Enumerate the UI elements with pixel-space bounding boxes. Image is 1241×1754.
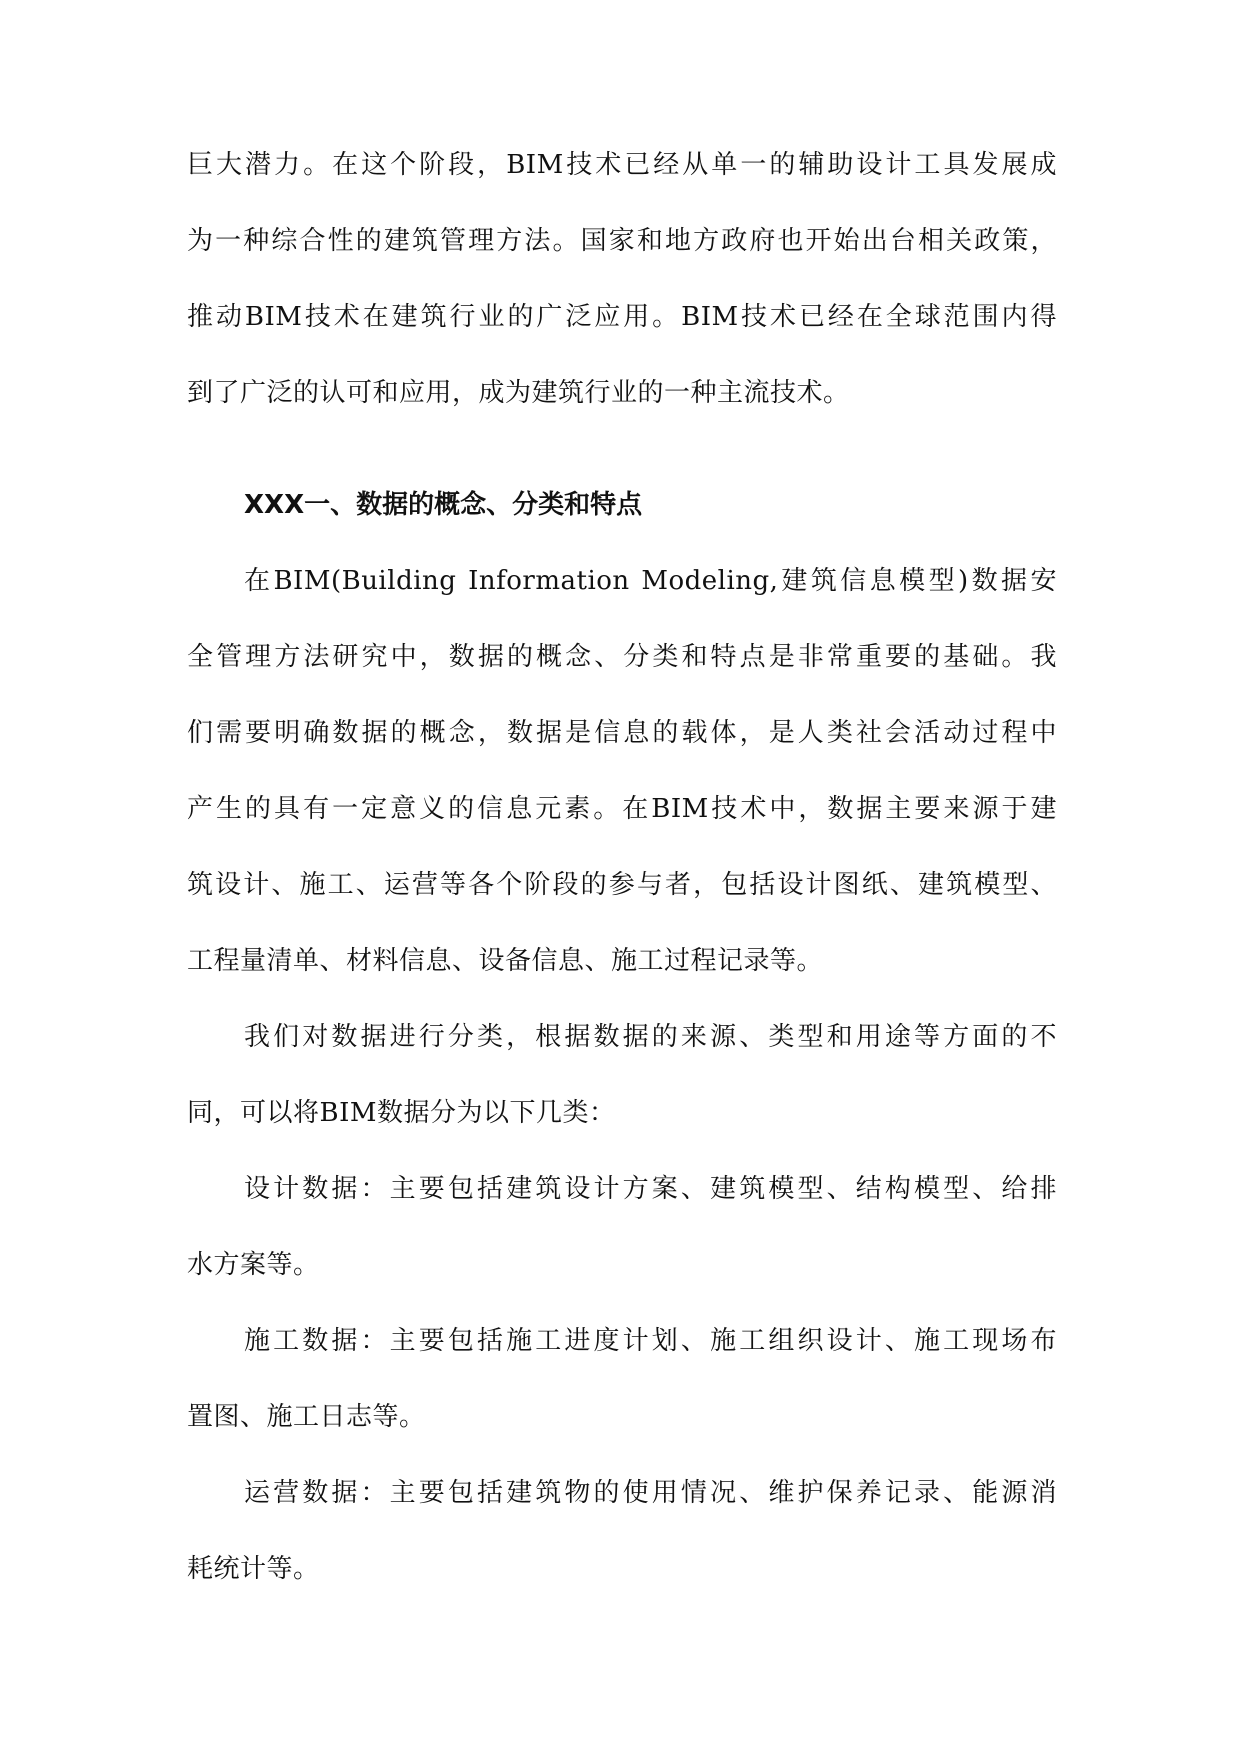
text-line: 推动BIM技术在建筑行业的广泛应用。BIM技术已经在全球范围内得	[187, 302, 1057, 332]
text-line: 我们对数据进行分类，根据数据的来源、类型和用途等方面的不	[244, 1022, 1057, 1052]
text-line: 设计数据：主要包括建筑设计方案、建筑模型、结构模型、给排	[244, 1174, 1057, 1204]
section-heading: XXX一、数据的概念、分类和特点	[244, 490, 643, 520]
text-line: 到了广泛的认可和应用，成为建筑行业的一种主流技术。	[187, 378, 850, 408]
text-line: 巨大潜力。在这个阶段，BIM技术已经从单一的辅助设计工具发展成	[187, 150, 1057, 180]
text-line: 水方案等。	[187, 1250, 320, 1280]
text-line: 全管理方法研究中，数据的概念、分类和特点是非常重要的基础。我	[187, 642, 1057, 672]
text-line: 施工数据：主要包括施工进度计划、施工组织设计、施工现场布	[244, 1326, 1057, 1356]
text-line: 产生的具有一定意义的信息元素。在BIM技术中，数据主要来源于建	[187, 794, 1057, 824]
text-line: 同，可以将BIM数据分为以下几类：	[187, 1098, 616, 1128]
text-line: 们需要明确数据的概念，数据是信息的载体，是人类社会活动过程中	[187, 718, 1057, 748]
text-line: 在BIM(Building Information Modeling,建筑信息模型)数据安	[244, 566, 1057, 596]
text-line: 置图、施工日志等。	[187, 1402, 426, 1432]
text-line: 耗统计等。	[187, 1554, 320, 1584]
section-gap	[187, 444, 1057, 480]
text-line: 工程量清单、材料信息、设备信息、施工过程记录等。	[187, 946, 824, 976]
document-body	[187, 140, 1057, 1620]
text-line: 为一种综合性的建筑管理方法。国家和地方政府也开始出台相关政策，	[187, 226, 1057, 256]
text-line: 运营数据：主要包括建筑物的使用情况、维护保养记录、能源消	[244, 1478, 1057, 1508]
text-line: 筑设计、施工、运营等各个阶段的参与者，包括设计图纸、建筑模型、	[187, 870, 1057, 900]
